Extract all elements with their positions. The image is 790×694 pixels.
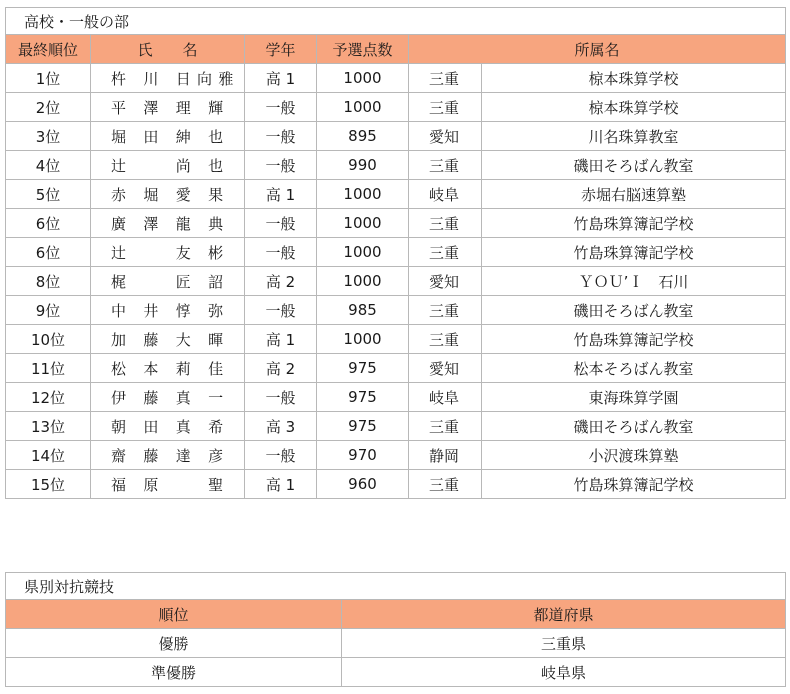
rank-cell: 9位 bbox=[6, 296, 91, 325]
score-cell: 1000 bbox=[317, 209, 409, 238]
prefecture-team-results-table bbox=[5, 572, 786, 687]
prefecture-cell: 愛知 bbox=[409, 267, 482, 296]
header-affiliation: 所属名 bbox=[409, 35, 786, 64]
name-cell: 赤 堀 愛 果 bbox=[91, 180, 245, 209]
name-cell: 辻 尚 也 bbox=[91, 151, 245, 180]
rank-cell: 優勝 bbox=[6, 629, 342, 658]
header-score: 予選点数 bbox=[317, 35, 409, 64]
grade-cell: 高 1 bbox=[245, 325, 317, 354]
grade-cell: 高 2 bbox=[245, 354, 317, 383]
score-cell: 975 bbox=[317, 354, 409, 383]
prefecture-cell: 三重 bbox=[409, 64, 482, 93]
grade-cell: 一般 bbox=[245, 441, 317, 470]
section-title: 高校・一般の部 bbox=[6, 8, 786, 35]
score-cell: 1000 bbox=[317, 325, 409, 354]
rank-cell: 10位 bbox=[6, 325, 91, 354]
table-row bbox=[6, 238, 786, 267]
score-cell: 1000 bbox=[317, 180, 409, 209]
prefecture-cell: 愛知 bbox=[409, 122, 482, 151]
organization-cell: 川名珠算教室 bbox=[482, 122, 786, 151]
prefecture-cell: 三重 bbox=[409, 470, 482, 499]
table-row bbox=[6, 64, 786, 93]
grade-cell: 一般 bbox=[245, 93, 317, 122]
grade-cell: 一般 bbox=[245, 209, 317, 238]
header-rank: 最終順位 bbox=[6, 35, 91, 64]
table-row bbox=[6, 412, 786, 441]
name-cell: 伊 藤 真 一 bbox=[91, 383, 245, 412]
prefecture-cell: 岐阜 bbox=[409, 383, 482, 412]
organization-cell: 竹島珠算簿記学校 bbox=[482, 325, 786, 354]
organization-cell: 磯田そろばん教室 bbox=[482, 151, 786, 180]
score-cell: 990 bbox=[317, 151, 409, 180]
score-cell: 1000 bbox=[317, 93, 409, 122]
name-cell: 堀 田 紳 也 bbox=[91, 122, 245, 151]
table-row bbox=[6, 658, 786, 687]
table-row bbox=[6, 629, 786, 658]
organization-cell: 松本そろばん教室 bbox=[482, 354, 786, 383]
name-cell: 平 澤 理 輝 bbox=[91, 93, 245, 122]
rank-cell: 8位 bbox=[6, 267, 91, 296]
grade-cell: 高 2 bbox=[245, 267, 317, 296]
table-row bbox=[6, 267, 786, 296]
rank-cell: 3位 bbox=[6, 122, 91, 151]
header-name: 氏 名 bbox=[91, 35, 245, 64]
table-row bbox=[6, 296, 786, 325]
table-header-row bbox=[6, 600, 786, 629]
name-cell: 杵 川 日向雅 bbox=[91, 64, 245, 93]
rank-cell: 1位 bbox=[6, 64, 91, 93]
table-row bbox=[6, 151, 786, 180]
rank-cell: 準優勝 bbox=[6, 658, 342, 687]
rank-cell: 13位 bbox=[6, 412, 91, 441]
grade-cell: 一般 bbox=[245, 238, 317, 267]
prefecture-cell: 愛知 bbox=[409, 354, 482, 383]
organization-cell: 竹島珠算簿記学校 bbox=[482, 238, 786, 267]
header-prefecture: 都道府県 bbox=[342, 600, 786, 629]
rank-cell: 14位 bbox=[6, 441, 91, 470]
score-cell: 970 bbox=[317, 441, 409, 470]
prefecture-cell: 岐阜県 bbox=[342, 658, 786, 687]
name-cell: 廣 澤 龍 典 bbox=[91, 209, 245, 238]
organization-cell: 竹島珠算簿記学校 bbox=[482, 470, 786, 499]
table-row bbox=[6, 122, 786, 151]
table-row bbox=[6, 209, 786, 238]
table-caption-row bbox=[6, 573, 786, 600]
header-grade: 学年 bbox=[245, 35, 317, 64]
table-row bbox=[6, 180, 786, 209]
table-header-row bbox=[6, 35, 786, 64]
rank-cell: 4位 bbox=[6, 151, 91, 180]
table-caption-row bbox=[6, 8, 786, 35]
score-cell: 975 bbox=[317, 383, 409, 412]
organization-cell: 東海珠算学園 bbox=[482, 383, 786, 412]
table-row bbox=[6, 93, 786, 122]
name-cell: 加 藤 大 暉 bbox=[91, 325, 245, 354]
grade-cell: 高 3 bbox=[245, 412, 317, 441]
prefecture-cell: 三重 bbox=[409, 151, 482, 180]
grade-cell: 高 1 bbox=[245, 470, 317, 499]
rank-cell: 2位 bbox=[6, 93, 91, 122]
grade-cell: 高 1 bbox=[245, 64, 317, 93]
name-cell: 辻 友 彬 bbox=[91, 238, 245, 267]
name-cell: 中 井 惇 弥 bbox=[91, 296, 245, 325]
rank-cell: 15位 bbox=[6, 470, 91, 499]
prefecture-cell: 静岡 bbox=[409, 441, 482, 470]
score-cell: 985 bbox=[317, 296, 409, 325]
prefecture-cell: 三重 bbox=[409, 209, 482, 238]
score-cell: 975 bbox=[317, 412, 409, 441]
name-cell: 朝 田 真 希 bbox=[91, 412, 245, 441]
prefecture-cell: 三重県 bbox=[342, 629, 786, 658]
score-cell: 1000 bbox=[317, 64, 409, 93]
table-row bbox=[6, 383, 786, 412]
organization-cell: 赤堀右脳速算塾 bbox=[482, 180, 786, 209]
grade-cell: 高 1 bbox=[245, 180, 317, 209]
rank-cell: 11位 bbox=[6, 354, 91, 383]
prefecture-cell: 三重 bbox=[409, 296, 482, 325]
prefecture-cell: 三重 bbox=[409, 93, 482, 122]
grade-cell: 一般 bbox=[245, 151, 317, 180]
table-row bbox=[6, 470, 786, 499]
score-cell: 960 bbox=[317, 470, 409, 499]
name-cell: 福 原 聖 bbox=[91, 470, 245, 499]
prefecture-cell: 岐阜 bbox=[409, 180, 482, 209]
organization-cell: 椋本珠算学校 bbox=[482, 93, 786, 122]
score-cell: 1000 bbox=[317, 267, 409, 296]
prefecture-cell: 三重 bbox=[409, 238, 482, 267]
organization-cell: 磯田そろばん教室 bbox=[482, 296, 786, 325]
organization-cell: 磯田そろばん教室 bbox=[482, 412, 786, 441]
organization-cell: ＹＯＵ’Ｉ 石川 bbox=[482, 267, 786, 296]
score-cell: 895 bbox=[317, 122, 409, 151]
table-row bbox=[6, 441, 786, 470]
name-cell: 梶 匠 詔 bbox=[91, 267, 245, 296]
grade-cell: 一般 bbox=[245, 122, 317, 151]
name-cell: 齋 藤 達 彦 bbox=[91, 441, 245, 470]
rank-cell: 6位 bbox=[6, 209, 91, 238]
prefecture-cell: 三重 bbox=[409, 325, 482, 354]
grade-cell: 一般 bbox=[245, 383, 317, 412]
prefecture-cell: 三重 bbox=[409, 412, 482, 441]
organization-cell: 小沢渡珠算塾 bbox=[482, 441, 786, 470]
rank-cell: 12位 bbox=[6, 383, 91, 412]
organization-cell: 椋本珠算学校 bbox=[482, 64, 786, 93]
high-school-general-results-table bbox=[5, 7, 786, 499]
header-rank: 順位 bbox=[6, 600, 342, 629]
organization-cell: 竹島珠算簿記学校 bbox=[482, 209, 786, 238]
grade-cell: 一般 bbox=[245, 296, 317, 325]
name-cell: 松 本 莉 佳 bbox=[91, 354, 245, 383]
table-row bbox=[6, 325, 786, 354]
table-row bbox=[6, 354, 786, 383]
rank-cell: 6位 bbox=[6, 238, 91, 267]
rank-cell: 5位 bbox=[6, 180, 91, 209]
score-cell: 1000 bbox=[317, 238, 409, 267]
section-title: 県別対抗競技 bbox=[6, 573, 786, 600]
